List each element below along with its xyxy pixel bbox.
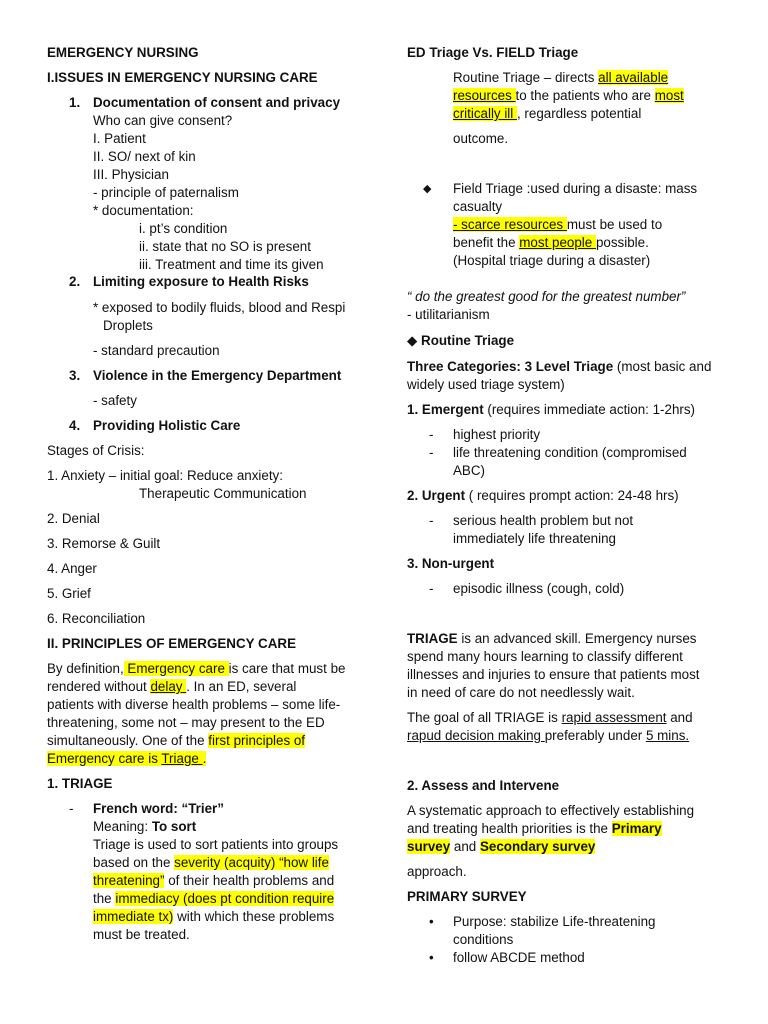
text-line: Purpose: stabilize Life-threatening [453,914,656,929]
text-line: threatening” of their health problems and [93,873,335,888]
text-line: ABC) [453,463,485,478]
text-line: Triage is used to sort patients into groups [93,837,339,852]
dash-bullet: - [429,427,434,442]
text-line: casualty [453,199,503,214]
text-line: - utilitarianism [407,307,490,322]
dot-bullet-icon: • [429,914,434,929]
text-line: By definition, Emergency care is care that must be [47,661,346,676]
text-line: ii. state that no SO is present [139,239,311,254]
text-line: - principle of paternalism [93,185,239,200]
highlight: resources [453,88,516,103]
dash-bullet: - [429,581,434,596]
text-line: episodic illness (cough, cold) [453,581,625,596]
item-number: 1. [69,95,81,110]
subheading-assess-intervene: 2. Assess and Intervene [407,778,560,793]
highlight: - scarce resources [453,217,567,232]
text-line: must be treated. [93,927,190,942]
highlight: . [202,751,207,766]
text-line: immediate tx) with which these problems [93,909,335,924]
text-line: A systematic approach to effectively establishing [407,803,695,818]
text-line [47,750,206,768]
text-line: approach. [407,864,467,879]
text-line: Routine Triage – directs all available [453,70,669,85]
text-line: Meaning: To sort [93,819,197,834]
text-line: Three Categories: 3 Level Triage (most basic and [407,359,712,374]
section-heading-issues: I.ISSUES IN EMERGENCY NURSING CARE [47,70,318,85]
text-line: Who can give consent? [93,113,233,128]
highlight: immediate tx) [93,909,174,924]
subheading-routine-triage: ◆ Routine Triage [407,333,515,348]
section-heading-principles: II. PRINCIPLES OF EMERGENCY CARE [47,636,297,651]
text-line: TRIAGE is an advanced skill. Emergency nurses [407,631,697,646]
item-heading-violence: Violence in the Emergency Department [93,368,342,383]
text-line: outcome. [453,131,509,146]
highlight: critically ill [453,106,517,121]
text-line: based on the severity (acquity) “how life [93,855,329,870]
text-line: I. Patient [93,131,146,146]
item-heading-health-risks: Limiting exposure to Health Risks [93,274,309,289]
text-line: 5. Grief [47,586,91,601]
highlight: Emergency care [123,661,229,676]
item-number: 3. [69,368,81,383]
subheading-primary-survey: PRIMARY SURVEY [407,889,527,904]
text-line: illnesses and injuries to ensure that patients most [407,667,700,682]
text-line: 1. Anxiety – initial goal: Reduce anxiety: [47,468,283,483]
text-line: immediately life threatening [453,531,617,546]
highlight: Emergency care is [47,751,162,766]
text-line: i. pt’s condition [139,221,228,236]
highlight: most [654,88,684,103]
text-line: and treating health priorities is the Primary [407,821,662,836]
text-line: highest priority [453,427,541,442]
highlight: severity (acquity) “how life [174,855,329,870]
text-line: survey and Secondary survey [407,839,596,854]
text-line: critically ill , regardless potential [453,106,642,121]
text-line: * exposed to bodily fluids, blood and Respi [93,300,346,315]
text-line: 2. Denial [47,511,100,526]
highlight: Primary [611,821,662,836]
quote: “ do the greatest good for the greatest number” [407,289,686,304]
highlight: most people [519,235,596,250]
text-line: threatening, some not – may present to the ED [47,715,325,730]
text-line: iii. Treatment and time its given [139,257,324,272]
item-number: 2. [69,274,81,289]
document-title: EMERGENCY NURSING [47,45,199,60]
text-line: - safety [93,393,137,408]
text-line: 1. Emergent (requires immediate action: 1-2hrs) [407,402,696,417]
highlight: delay [150,679,187,694]
text-line: patients with diverse health problems – some life- [47,697,341,712]
highlight: all available [598,70,669,85]
highlight: survey [407,839,451,854]
text-line: 6. Reconciliation [47,611,146,626]
text-line: (Hospital triage during a disaster) [453,253,651,268]
text-line: III. Physician [93,167,169,182]
text-line: Therapeutic Communication [139,486,307,501]
text-line: 3. Remorse & Guilt [47,536,161,551]
text-line: in need of care do not needlessly wait. [407,685,635,700]
text-line: life threatening condition (compromised [453,445,687,460]
dash-bullet: - [429,445,434,460]
highlight: immediacy (does pt condition require [115,891,335,906]
text-line: 4. Anger [47,561,97,576]
text-line: conditions [453,932,514,947]
text-line: rapud decision making preferably under 5 mins. [407,728,690,743]
text-line: - standard precaution [93,343,220,358]
text-line: benefit the most people possible. [453,235,649,250]
text-line: Stages of Crisis: [47,443,145,458]
column-title: ED Triage Vs. FIELD Triage [407,45,579,60]
dash-bullet: - [69,801,74,816]
dash-bullet: - [429,513,434,528]
text-line: II. SO/ next of kin [93,149,196,164]
highlight: Triage [161,751,203,766]
text-line: Field Triage :used during a disaste: mass [453,181,698,196]
text-line: * documentation: [93,203,194,218]
text-line: 2. Urgent ( requires prompt action: 24-48 hrs) [407,488,679,503]
highlight: first principles of [208,733,306,748]
item-number: 4. [69,418,81,433]
text-line: French word: “Trier” [93,801,224,816]
item-heading-holistic: Providing Holistic Care [93,418,241,433]
text-line: The goal of all TRIAGE is rapid assessment and [407,710,693,725]
text-line: the immediacy (does pt condition require [93,891,335,906]
text-line: spend many hours learning to classify different [407,649,683,664]
text-line: - scarce resources must be used to [453,217,663,232]
subheading-triage: 1. TRIAGE [47,776,113,791]
item-heading-consent: Documentation of consent and privacy [93,95,341,110]
text-line: simultaneously. One of the first principles of [47,733,306,748]
highlight: Secondary survey [479,839,596,854]
text-line: resources to the patients who are most [453,88,684,103]
highlight: threatening” [93,873,165,888]
text-line: rendered without delay . In an ED, several [47,679,297,694]
text-line: widely used triage system) [407,377,565,392]
text-line: 3. Non-urgent [407,556,495,571]
text-line: serious health problem but not [453,513,634,528]
dot-bullet-icon: • [429,950,434,965]
text-line: Droplets [103,318,153,333]
diamond-bullet-icon: ◆ [423,183,432,195]
text-line: follow ABCDE method [453,950,585,965]
